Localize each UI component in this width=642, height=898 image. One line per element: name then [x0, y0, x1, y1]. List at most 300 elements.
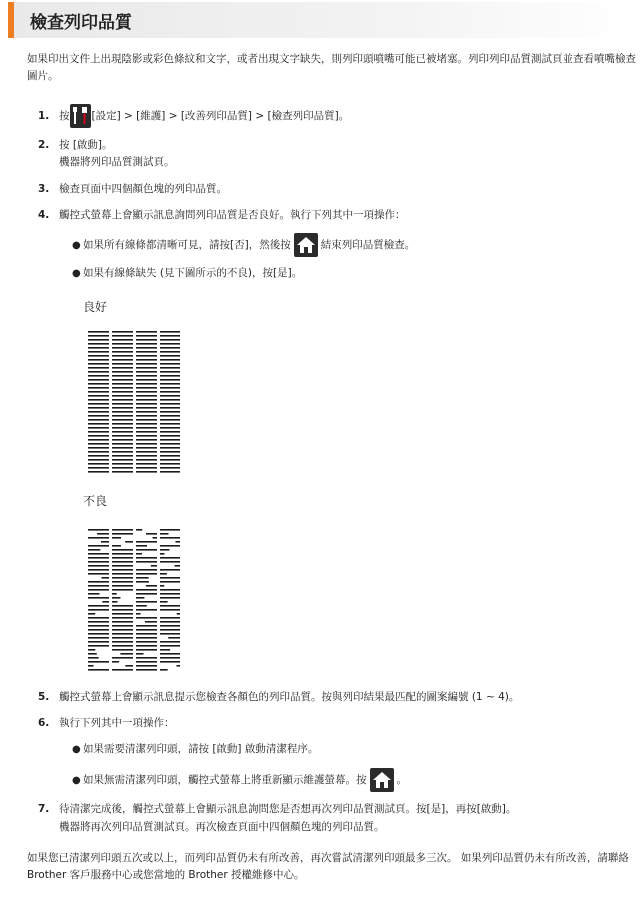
- pattern-line: [112, 577, 133, 579]
- pattern-line: [136, 589, 157, 591]
- pattern-line: [136, 419, 157, 421]
- pattern-line: [160, 367, 180, 369]
- pattern-line: [136, 573, 157, 575]
- pattern-line: [112, 645, 133, 647]
- pattern-line: [88, 347, 109, 349]
- pattern-line: [88, 363, 109, 365]
- pattern-line: [112, 589, 133, 591]
- pattern-line: [112, 549, 133, 551]
- pattern-line: [112, 629, 133, 631]
- step-7: [38, 801, 516, 818]
- pattern-line: [88, 427, 109, 429]
- pattern-line: [112, 533, 133, 535]
- pattern-line: [136, 561, 157, 563]
- pattern-line: [136, 391, 157, 393]
- home-icon: [294, 233, 318, 257]
- pattern-line: [88, 589, 109, 591]
- pattern-line: [88, 653, 97, 655]
- pattern-line: [97, 533, 109, 535]
- pattern-line: [160, 459, 180, 461]
- pattern-line: [136, 557, 157, 559]
- pattern-line: [112, 593, 117, 595]
- pattern-line: [160, 533, 168, 535]
- pattern-line: [160, 371, 180, 373]
- pattern-line: [88, 641, 109, 643]
- step-1: [38, 104, 349, 128]
- pattern-line: [112, 343, 133, 345]
- pattern-line: [136, 653, 144, 655]
- pattern-line: [88, 629, 109, 631]
- pattern-line: [112, 331, 133, 333]
- pattern-line: [88, 379, 109, 381]
- pattern-line: [160, 669, 168, 671]
- pattern-line: [88, 665, 93, 667]
- pattern-line: [112, 641, 133, 643]
- bullet-text: 如果需要清潔列印頭，請按 [啟動] 啟動清潔程序。: [83, 743, 319, 755]
- pattern-line: [88, 549, 100, 551]
- pattern-line: [88, 451, 109, 453]
- step-3: [38, 181, 227, 198]
- pattern-line: [160, 629, 180, 631]
- pattern-line: [112, 435, 133, 437]
- pattern-line: [112, 359, 133, 361]
- pattern-line: [160, 443, 180, 445]
- pattern-line: [136, 427, 157, 429]
- pattern-line: [88, 403, 109, 405]
- pattern-line: [112, 459, 133, 461]
- pattern-line: [160, 435, 180, 437]
- pattern-line: [88, 339, 109, 341]
- pattern-line: [136, 609, 157, 611]
- pattern-line: [112, 649, 133, 651]
- pattern-line: [160, 569, 180, 571]
- pattern-line: [88, 645, 109, 647]
- pattern-line: [136, 435, 157, 437]
- pattern-line: [136, 661, 157, 663]
- pattern-line: [112, 431, 133, 433]
- pattern-line: [136, 451, 157, 453]
- pattern-line: [160, 617, 180, 619]
- pattern-line: [136, 529, 142, 531]
- bullet-text-end: 結束列印品質檢查。: [320, 239, 416, 251]
- pattern-line: [112, 375, 133, 377]
- pattern-line: [136, 351, 157, 353]
- pattern-line: [112, 601, 117, 603]
- step-6: [38, 715, 175, 732]
- home-icon: [370, 768, 394, 792]
- step-1-prefix: 按: [59, 110, 70, 122]
- pattern-line: [88, 649, 95, 651]
- pattern-line: [112, 439, 133, 441]
- pattern-line: [160, 339, 180, 341]
- pattern-line: [112, 395, 133, 397]
- nozzle-pattern-good: [87, 330, 180, 474]
- step-number: 3.: [38, 183, 50, 195]
- pattern-line: [160, 463, 180, 465]
- pattern-line: [112, 597, 120, 599]
- pattern-line: [136, 459, 157, 461]
- pattern-line: [88, 657, 99, 659]
- pattern-line: [160, 359, 180, 361]
- pattern-line: [160, 593, 180, 595]
- pattern-line: [88, 593, 99, 595]
- bullet-text-end: 。: [396, 774, 407, 786]
- step-6-bullet-2: [72, 768, 407, 792]
- pattern-line: [88, 359, 109, 361]
- pattern-line: [136, 347, 157, 349]
- pattern-line: [160, 657, 180, 659]
- pattern-line: [112, 561, 133, 563]
- pattern-line: [160, 427, 180, 429]
- pattern-line: [160, 601, 168, 603]
- pattern-line: [88, 367, 109, 369]
- pattern-line: [136, 387, 157, 389]
- pattern-line: [101, 541, 109, 543]
- pattern-line: [88, 537, 109, 539]
- pattern-line: [88, 597, 109, 599]
- pattern-line: [112, 351, 133, 353]
- pattern-line: [136, 415, 157, 417]
- pattern-line: [125, 541, 133, 543]
- step-7-sub: 機器將再次列印品質測試頁。再次檢查頁面中四個顏色塊的列印品質。: [59, 821, 385, 833]
- page-title: 檢查列印品質: [30, 13, 132, 33]
- pattern-line: [88, 581, 109, 583]
- pattern-line: [160, 399, 180, 401]
- pattern-line: [160, 335, 180, 337]
- pattern-line: [136, 363, 157, 365]
- pattern-line: [88, 585, 109, 587]
- pattern-line: [112, 565, 133, 567]
- pattern-line: [112, 367, 133, 369]
- pattern-line: [136, 613, 141, 615]
- pattern-line: [112, 471, 133, 473]
- pattern-line: [160, 625, 180, 627]
- pattern-line: [136, 637, 157, 639]
- pattern-line: [176, 665, 180, 667]
- pattern-line: [88, 411, 109, 413]
- pattern-line: [145, 621, 157, 623]
- pattern-line: [88, 617, 109, 619]
- pattern-line: [160, 581, 180, 583]
- pattern-line: [160, 577, 180, 579]
- pattern-line: [160, 585, 164, 587]
- pattern-line: [112, 609, 133, 611]
- bullet-text: 如果有線條缺失 (見下圖所示的不良)，按[是]。: [83, 267, 303, 279]
- pattern-line: [88, 661, 109, 663]
- pattern-line: [88, 625, 109, 627]
- pattern-line: [112, 407, 133, 409]
- bullet-text: 如果所有線條都清晰可見，請按[否]，然後按: [83, 239, 291, 251]
- pattern-line: [88, 383, 109, 385]
- step-number: 2.: [38, 139, 50, 151]
- pattern-line: [160, 455, 180, 457]
- pattern-line: [136, 407, 157, 409]
- pattern-line: [88, 609, 109, 611]
- pattern-line: [136, 367, 157, 369]
- pattern-line: [136, 541, 157, 543]
- step-number: 1.: [38, 110, 50, 122]
- pattern-line: [160, 605, 180, 607]
- pattern-line: [160, 415, 180, 417]
- pattern-line: [136, 359, 157, 361]
- pattern-line: [112, 403, 133, 405]
- pattern-line: [136, 463, 157, 465]
- pattern-line: [88, 669, 109, 671]
- pattern-line: [160, 589, 180, 591]
- pattern-line: [112, 657, 133, 659]
- pattern-line: [153, 537, 157, 539]
- pattern-line: [136, 343, 157, 345]
- pattern-line: [88, 443, 109, 445]
- pattern-line: [160, 633, 180, 635]
- pattern-line: [112, 613, 133, 615]
- pattern-line: [88, 637, 109, 639]
- pattern-line: [120, 653, 133, 655]
- pattern-line: [112, 371, 133, 373]
- step-5-text: 觸控式螢幕上會顯示訊息提示您檢查各顏色的列印品質。按與列印結果最匹配的圖案編號 (1 ~ 4)。: [59, 691, 520, 703]
- pattern-line: [177, 613, 180, 615]
- pattern-line: [88, 561, 109, 563]
- pattern-line: [136, 549, 157, 551]
- footer-paragraph: 如果您已清潔列印頭五次或以上，而列印品質仍未有所改善，再次嘗試清潔列印頭最多三次。 如果列印品質仍未有所改善，請聯絡 Brother 客戶服務中心或您當地的 Brother 授權維修中心。: [27, 852, 629, 881]
- pattern-line: [112, 355, 133, 357]
- pattern-line: [136, 581, 149, 583]
- pattern-line: [136, 601, 157, 603]
- pattern-line: [112, 553, 133, 555]
- step-5: [38, 689, 519, 706]
- pattern-line: [168, 637, 180, 639]
- pattern-line: [136, 649, 157, 651]
- pattern-line: [136, 379, 157, 381]
- pattern-line: [112, 557, 133, 559]
- pattern-line: [88, 447, 109, 449]
- bullet-text: 如果無需清潔列印頭，觸控式螢幕上將重新顯示維護螢幕。按: [83, 774, 367, 786]
- pattern-line: [112, 427, 133, 429]
- pattern-line: [88, 633, 109, 635]
- pattern-line: [112, 447, 133, 449]
- pattern-line: [112, 573, 133, 575]
- step-6-bullet-1: [72, 741, 318, 758]
- pattern-line: [151, 565, 157, 567]
- pattern-line: [160, 419, 180, 421]
- pattern-line: [160, 439, 180, 441]
- pattern-line: [160, 379, 180, 381]
- pattern-line: [160, 387, 180, 389]
- pattern-line: [160, 363, 180, 365]
- pattern-line: [112, 391, 133, 393]
- pattern-line: [136, 577, 149, 579]
- pattern-line: [136, 383, 157, 385]
- pattern-line: [136, 403, 157, 405]
- step-number: 5.: [38, 691, 50, 703]
- pattern-line: [112, 605, 133, 607]
- pattern-line: [136, 569, 157, 571]
- pattern-line: [112, 529, 133, 531]
- pattern-line: [88, 605, 109, 607]
- pattern-line: [160, 653, 180, 655]
- pattern-line: [160, 573, 167, 575]
- step-3-text: 檢查頁面中四個顏色塊的列印品質。: [59, 183, 227, 195]
- pattern-line: [112, 411, 133, 413]
- pattern-line: [136, 657, 157, 659]
- pattern-line: [88, 435, 109, 437]
- pattern-line: [160, 411, 180, 413]
- pattern-line: [146, 585, 157, 587]
- pattern-line: [88, 613, 95, 615]
- pattern-line: [160, 471, 180, 473]
- pattern-line: [136, 605, 147, 607]
- bullet-dot: ●: [72, 240, 81, 251]
- pattern-line: [136, 423, 157, 425]
- pattern-line: [160, 431, 180, 433]
- pattern-line: [88, 569, 109, 571]
- pattern-line: [88, 573, 109, 575]
- pattern-line: [136, 335, 157, 337]
- pattern-line: [88, 463, 109, 465]
- label-bad: 不良: [83, 494, 108, 508]
- pattern-line: [160, 351, 180, 353]
- pattern-line: [136, 645, 157, 647]
- pattern-line: [160, 649, 170, 651]
- pattern-line: [136, 597, 144, 599]
- pattern-line: [112, 661, 119, 663]
- step-number: 6.: [38, 717, 50, 729]
- bullet-dot: ●: [72, 268, 81, 279]
- pattern-line: [112, 585, 133, 587]
- pattern-line: [160, 447, 180, 449]
- pattern-line: [136, 375, 157, 377]
- pattern-line: [88, 407, 109, 409]
- pattern-line: [136, 411, 157, 413]
- pattern-line: [160, 609, 180, 611]
- pattern-line: [136, 633, 157, 635]
- pattern-line: [136, 553, 142, 555]
- pattern-line: [160, 529, 180, 531]
- step-number: 4.: [38, 209, 50, 221]
- pattern-line: [175, 541, 180, 543]
- pattern-line: [136, 617, 157, 619]
- pattern-line: [160, 645, 180, 647]
- intro-paragraph: 如果印出文件上出現陰影或彩色條紋和文字，或者出現文字缺失，則列印頭噴嘴可能已被堵塞。列印列印品質測試頁並查看噴嘴檢查圖片。: [27, 53, 636, 82]
- step-4-bullet-1: [72, 233, 415, 257]
- pattern-line: [88, 387, 109, 389]
- pattern-line: [160, 383, 180, 385]
- pattern-line: [88, 399, 109, 401]
- pattern-line: [88, 565, 109, 567]
- pattern-line: [88, 351, 109, 353]
- pattern-line: [88, 395, 109, 397]
- pattern-line: [112, 387, 133, 389]
- pattern-line: [160, 597, 180, 599]
- pattern-line: [112, 463, 133, 465]
- pattern-line: [112, 545, 121, 547]
- pattern-line: [112, 537, 121, 539]
- step-1-text: [設定] > [維護] > [改善列印品質] > [檢查列印品質]。: [91, 110, 350, 122]
- pattern-line: [136, 467, 157, 469]
- pattern-line: [160, 331, 180, 333]
- pattern-line: [136, 665, 157, 667]
- step-2: [38, 137, 113, 154]
- pattern-line: [112, 581, 133, 583]
- pattern-line: [88, 343, 109, 345]
- pattern-line: [136, 355, 157, 357]
- pattern-line: [88, 439, 109, 441]
- pattern-line: [88, 371, 109, 373]
- pattern-line: [112, 621, 133, 623]
- pattern-line: [160, 545, 180, 547]
- step-4: [38, 207, 406, 224]
- tools-icon: [70, 104, 91, 128]
- step-7-text: 待清潔完成後，觸控式螢幕上會顯示訊息詢問您是否想再次列印品質測試頁。按[是]，再按[啟動]。: [59, 803, 517, 815]
- pattern-line: [160, 347, 180, 349]
- pattern-line: [136, 455, 157, 457]
- pattern-line: [88, 471, 109, 473]
- pattern-line: [112, 347, 133, 349]
- pattern-line: [112, 415, 133, 417]
- pattern-line: [160, 537, 180, 539]
- pattern-line: [88, 415, 109, 417]
- pattern-line: [160, 467, 180, 469]
- pattern-line: [88, 335, 109, 337]
- pattern-line: [160, 423, 180, 425]
- pattern-line: [160, 391, 180, 393]
- pattern-line: [112, 423, 133, 425]
- pattern-line: [112, 443, 133, 445]
- pattern-line: [88, 331, 109, 333]
- pattern-line: [88, 553, 109, 555]
- pattern-line: [160, 403, 180, 405]
- pattern-line: [136, 641, 157, 643]
- pattern-line: [112, 625, 133, 627]
- pattern-line: [160, 557, 180, 559]
- pattern-line: [136, 395, 157, 397]
- pattern-line: [112, 467, 133, 469]
- pattern-line: [160, 641, 180, 643]
- pattern-line: [136, 399, 157, 401]
- pattern-line: [88, 355, 109, 357]
- pattern-line: [112, 383, 133, 385]
- pattern-line: [102, 601, 109, 603]
- pattern-line: [88, 545, 109, 547]
- bullet-dot: ●: [72, 775, 81, 786]
- pattern-line: [112, 335, 133, 337]
- pattern-line: [160, 561, 180, 563]
- pattern-line: [136, 371, 157, 373]
- pattern-line: [136, 331, 157, 333]
- pattern-line: [125, 665, 133, 667]
- pattern-line: [88, 467, 109, 469]
- pattern-line: [136, 447, 157, 449]
- pattern-line: [112, 569, 133, 571]
- pattern-line: [136, 439, 157, 441]
- pattern-line: [160, 553, 164, 555]
- step-2-text: 按 [啟動]。: [59, 139, 113, 151]
- step-4-bullet-2: [72, 265, 302, 282]
- step-2-sub: 機器將列印品質測試頁。: [59, 156, 175, 168]
- pattern-line: [136, 431, 157, 433]
- pattern-line: [136, 545, 147, 547]
- pattern-line: [136, 629, 157, 631]
- pattern-line: [136, 471, 157, 473]
- nozzle-pattern-bad: [87, 528, 180, 672]
- pattern-line: [160, 343, 180, 345]
- pattern-line: [88, 459, 109, 461]
- pattern-line: [160, 549, 169, 551]
- label-good: 良好: [83, 300, 108, 314]
- pattern-line: [160, 395, 180, 397]
- bullet-dot: ●: [72, 744, 81, 755]
- pattern-line: [88, 431, 109, 433]
